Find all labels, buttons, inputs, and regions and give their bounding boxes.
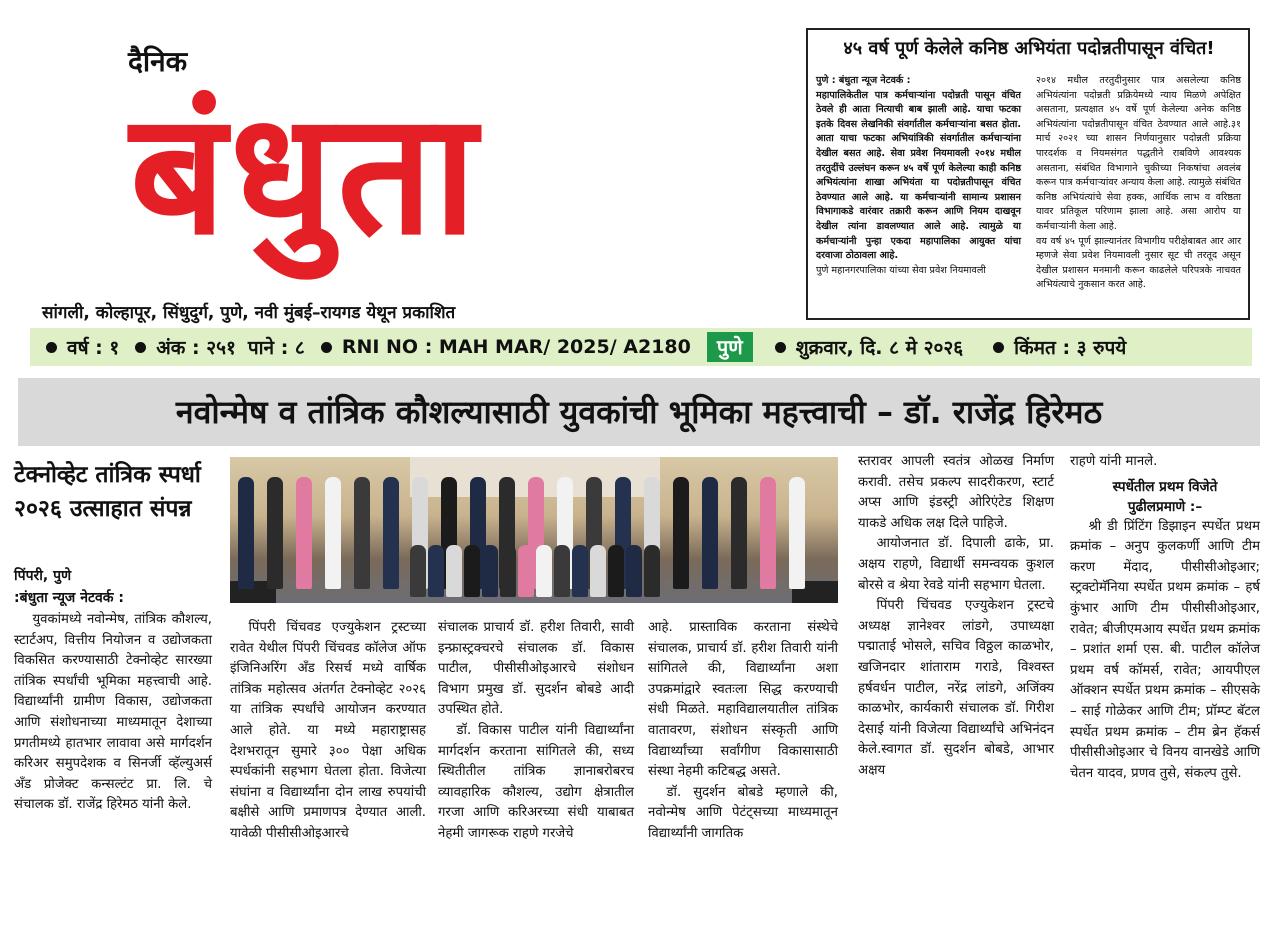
winners-heading: स्पर्धेतील प्रथम विजेते <box>1112 478 1218 495</box>
story-paragraph: पिंपरी चिंचवड एज्युकेशन ट्रस्टचे अध्यक्ष ज्ञानेश्वर लांडगे, उपाध्यक्षा पद्माताई भोसले, सचिव विठ्ठल काळभोर, खजिनदार शांताराम गराडे, विश्वस्त हर्षवर्धन पाटील, नरेंद्र लांडगे, अजिंक्य काळभोर, कार्यकारी संचालक डॉ. गिरीश देसाई यांनी विजेत्या विद्यार्थ्यांचे अभिनंदन केले.स्वागत डॉ. सुदर्शन बोबडे, आभार अक्षय <box>858 598 1054 778</box>
story-column-3 <box>438 618 634 845</box>
story-paragraph: डॉ. विकास पाटील यांनी विद्यार्थ्यांना मार्गदर्शन करताना सांगितले की, सध्य स्थितीतील तांत्रिक ज्ञानाबरोबरच व्यावहारिक कौशल्य, उद्योग क्षेत्रातील गरजा आणि करिअरच्या संधी याबाबत नेहमी जागरूक राहणे गरजेचे <box>438 722 634 841</box>
person-figure <box>296 477 312 589</box>
story-paragraph: डॉ. सुदर्शन बोबडे म्हणाले की, नवोन्मेष आणि पेटंट्सच्या माध्यमातून विद्यार्थ्यांनी जागतिक <box>648 784 838 841</box>
side-story-column-2 <box>1036 74 1241 293</box>
story-paragraph: आहे. प्रास्ताविक करताना संस्थेचे संचालक, प्राचार्य डॉ. हरीश तिवारी यांनी सांगितले की, विद्यार्थ्यांना अशा उपक्रमांद्वारे स्वतःला सिद्ध करण्याची संधी मिळते. महाविद्यालयातील तांत्रिक वातावरण, संशोधन संस्कृती आणि विद्यार्थ्यांच्या सर्वांगीण विकासासाठी संस्था नेहमी कटिबद्ध असते. <box>648 620 838 780</box>
side-story-text: महापालिकेतील पात्र कर्मचाऱ्यांना पदोन्नती पासून वंचित ठेवले ही आता नित्याची बाब झाली आहे. याचा फटका इतके दिवस लेखनिकी संवर्गातील कर्मचाऱ्यांना बसत होता. आता याचा फटका अभियांत्रिकी संवर्गातील कर्मचाऱ्यांना देखील बसत आहे. सेवा प्रवेश नियमावली २०१४ मधील तरतुदींचे उल्लंघन करून ४५ वर्षे पूर्ण केलेल्या काही कनिष्ठ अभियंत्यांना शाखा अभियंता या पदोन्नतीपासून वंचित ठेवण्यात आले आहे. या कर्मचाऱ्यांनी सामान्य प्रशासन विभागाकडे वारंवार तक्रारी करून आणि नियम दाखवून देखील त्यांना डावलण्यात आले आहे. त्यामुळे या कर्मचाऱ्यांनी पुन्हा एकदा महापालिका आयुक्त यांचा दरवाजा ठोठावला आहे. <box>816 89 1021 262</box>
bullet-icon <box>321 342 332 353</box>
person-figure <box>267 477 283 589</box>
side-story-text: २०१४ मधील तरतुदीनुसार पात्र असलेल्या कनिष्ठ अभियंत्यांना पदोन्नती प्रक्रियेमध्ये न्याय मिळणे अपेक्षित असताना, प्रत्यक्षात ४५ वर्षे पूर्ण केलेल्या अनेक कनिष्ठ अभियंत्यांना पदोन्नतीपासून वंचित ठेवण्यात आले आहे.३१ मार्च २०२१ च्या शासन निर्णयानुसार पदोन्नती प्रक्रिया पारदर्शक व नियमसंगत पद्धतीने राबविणे आवश्यक असताना, संबंधित विभागाने चुकीच्या निकषांचा अवलंब करून पात्र कर्मचाऱ्यांवर अन्याय केला आहे. त्यामुळे संबंधित कनिष्ठ अभियंत्यांचे सेवा हक्क, आर्थिक लाभ व वरिष्ठता यावर प्रतिकूल परिणाम झाला आहे. असा आरोप या कर्मचाऱ्यांनी केला आहे. <box>1036 75 1241 232</box>
person-figure <box>410 545 426 597</box>
person-figure <box>500 545 516 597</box>
newspaper-logo: बंधुता <box>130 76 481 272</box>
city-badge: पुणे <box>707 332 753 362</box>
person-figure <box>464 545 480 597</box>
year-info: वर्ष : १ <box>67 337 120 359</box>
winners-heading: पुढीलप्रमाणे :– <box>1127 498 1203 515</box>
person-figure <box>572 545 588 597</box>
side-story-box <box>806 28 1250 320</box>
person-figure <box>673 477 689 589</box>
person-figure <box>626 545 642 597</box>
bullet-icon <box>135 342 146 353</box>
story-paragraph: युवकांमध्ये नवोन्मेष, तांत्रिक कौशल्य, स्टार्टअप, वित्तीय नियोजन व उद्योजकता विकसित करण्यासाठी टेक्नोव्हेट सारख्या तांत्रिक स्पर्धांची भूमिका महत्त्वाची आहे. विद्यार्थ्यांनी ग्रामीण विकास, उद्योजकता आणि संशोधनाच्या माध्यमातून देशाच्या प्रगतीमध्ये हातभार लावावा असे मार्गदर्शन करिअर समुपदेशक व सिनर्जी व्हॅल्युअर्स अँड प्रोजेक्ट कन्सल्टंट प्रा. लि. चे संचालक डॉ. राजेंद्र हिरेमठ यांनी केले. <box>14 612 212 813</box>
side-story-text: पुणे महानगरपालिका यांच्या सेवा प्रवेश नियमावली <box>816 264 986 276</box>
rni-info: RNI NO : MAH MAR/ 2025/ A2180 <box>341 336 691 358</box>
story-column-4 <box>648 618 838 845</box>
person-figure <box>482 545 498 597</box>
issue-info-bar <box>30 328 1252 366</box>
person-figure <box>590 545 606 597</box>
bullet-icon <box>993 342 1004 353</box>
side-story-column-1 <box>816 74 1021 278</box>
person-figure <box>446 545 462 597</box>
person-figure <box>554 545 570 597</box>
editions-line: सांगली, कोल्हापूर, सिंधुदुर्ग, पुणे, नवी मुंबई–रायगड येथून प्रकाशित <box>42 303 456 323</box>
price-info: किंमत : ३ रुपये <box>1014 337 1127 359</box>
side-story-text: वय वर्ष ४५ पूर्ण झाल्यानंतर विभागीय परीक्षेबाबत आर आर म्हणजे सेवा प्रवेश नियमावली नुसार सूट ची तरतूद असून देखील प्रशासन मनमानी करून काढलेले परिपत्रके नाचवत अभियंत्याचे नुकसान करत आहे. <box>1036 235 1241 291</box>
person-figure <box>238 477 254 589</box>
story-column-2 <box>230 618 426 845</box>
story-paragraph: पिंपरी चिंचवड एज्युकेशन ट्रस्टच्या रावेत येथील पिंपरी चिंचवड कॉलेज ऑफ इंजिनिअरिंग अँड रिसर्च मध्ये वार्षिक तांत्रिक महोत्सव अंतर्गत टेक्नोव्हेट २०२६ या तांत्रिक स्पर्धांचे आयोजन करण्यात आले होते. या मध्ये महाराष्ट्रासह देशभरातून सुमारे ३०० पेक्षा अधिक स्पर्धकांनी सहभाग घेतला होता. विजेत्या संघांना व विद्यार्थ्यांना दोन लाख रुपयांची बक्षीसे आणि प्रमाणपत्र देण्यात आली. यावेळी पीसीसीओइआरचे <box>230 620 426 841</box>
story-title: टेक्नोव्हेट तांत्रिक स्पर्धा २०२६ उत्साहात संपन्न <box>14 462 201 522</box>
side-story-title: ४५ वर्ष पूर्ण केलेले कनिष्ठ अभियंता पदोन्नतीपासून वंचित! <box>843 38 1215 59</box>
person-figure <box>383 477 399 589</box>
masthead-prefix: दैनिक <box>128 45 188 78</box>
story-byline: :बंधुता न्यूज नेटवर्क : <box>14 590 125 606</box>
person-figure <box>731 477 747 589</box>
story-paragraph: राहणे यांनी मानले. <box>1070 454 1158 469</box>
story-column-6 <box>1070 452 1260 784</box>
bullet-icon <box>46 342 57 353</box>
group-photo <box>230 457 838 603</box>
bullet-icon <box>775 342 786 353</box>
person-figure <box>760 477 776 589</box>
date-info: शुक्रवार, दि. ८ मे २०२६ <box>795 337 964 359</box>
person-figure <box>354 477 370 589</box>
person-figure <box>608 545 624 597</box>
pages-info: पाने : ८ <box>247 337 305 359</box>
person-figure <box>789 477 805 589</box>
story-dateline: पिंपरी, पुणे <box>14 568 72 584</box>
story-paragraph: संचालक प्राचार्य डॉ. हरीश तिवारी, सावी इन्फ्रास्ट्रक्चरचे संचालक डॉ. विकास पाटील, पीसीसीओइआरचे संशोधन विभाग प्रमुख डॉ. सुदर्शन बोबडे आदी उपस्थित होते. <box>438 620 634 718</box>
person-figure <box>518 545 534 597</box>
story-column-1 <box>14 610 212 816</box>
story-column-5 <box>858 452 1054 782</box>
story-paragraph: श्री डी प्रिंटिंग डिझाइन स्पर्धेत प्रथम क्रमांक – अनुप कुलकर्णी आणि टीम करण मेंदाद, पीसीसीओइआर; स्ट्रक्टोमॅनिया स्पर्धेत प्रथम क्रमांक – हर्ष कुंभार आणि टीम पीसीसीओइआर, रावेत; बीजीएमआय स्पर्धेत प्रथम क्रमांक – प्रशांत शर्मा एस. बी. पाटील कॉलेज प्रथम वर्ष कॉमर्स, रावेत; आयपीएल ऑक्शन स्पर्धेत प्रथम क्रमांक – सीएसके – साई गोळेकर आणि टीम; प्रॉम्प्ट बॅटल स्पर्धेत प्रथम क्रमांक – टीम ब्रेन हॅकर्स पीसीसीओइआर चे विनय वानखेडे आणि चेतन यादव, प्रणव तुसे, संकल्प तुसे. <box>1070 518 1260 781</box>
main-headline: नवोन्मेष व तांत्रिक कौशल्यासाठी युवकांची भूमिका महत्त्वाची – डॉ. राजेंद्र हिरेमठ <box>175 393 1103 431</box>
person-figure <box>702 477 718 589</box>
story-paragraph: आयोजनात डॉ. दिपाली ढाके, प्रा. अक्षय राहणे, विद्यार्थी समन्वयक कुशल बोरसे व श्रेया रेवडे यांनी सहभाग घेतला. <box>858 536 1054 593</box>
side-story-byline: पुणे : बंधुता न्यूज नेटवर्क : <box>816 75 911 86</box>
issue-info: अंक : २५१ <box>156 337 236 359</box>
person-figure <box>325 477 341 589</box>
story-paragraph: स्तरावर आपली स्वतंत्र ओळख निर्माण करावी. तसेच प्रकल्प सादरीकरण, स्टार्ट अप्स आणि इंडस्ट्री ओरिएंटेड शिक्षण याकडे अधिक लक्ष दिले पाहिजे. <box>858 454 1054 531</box>
person-figure <box>644 545 660 597</box>
person-figure <box>428 545 444 597</box>
person-figure <box>536 545 552 597</box>
